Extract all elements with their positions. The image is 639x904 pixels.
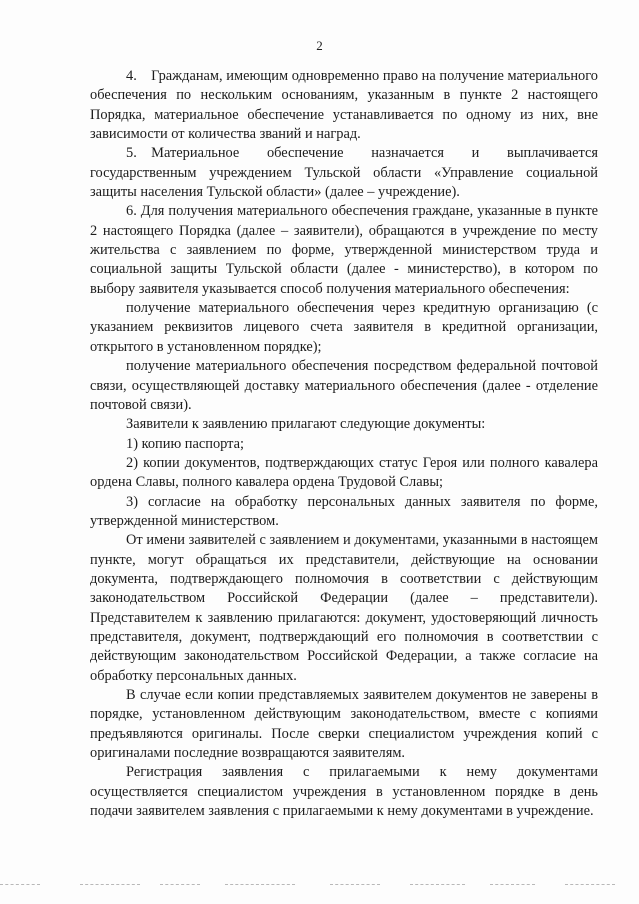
representatives-paragraph: От имени заявителей с заявлением и документами, указанными в настоящем пункте, могут обращаться их представители, действующие на основании документа, подтверждающего полномочия в соответствии с действующим законодательством Российской Федерации (далее – представители). Представителем к заявлению прилагаются: документ, удостоверяющий личность представителя, документ, подтверждающий его полномочия в соответствии с действующим законодательством Российской Федерации, а также согласие на обработку персональных данных.	[90, 532, 598, 684]
paragraph-4: 4. Гражданам, имеющим одновременно право на получение материального обеспечения по нескольким основаниям, указанным в пункте 2 настоящего Порядка, материальное обеспечение устанавливается по одному из них, вне зависимости от количества званий и наград.	[90, 68, 598, 143]
option-postal-service: получение материального обеспечения посредством федеральной почтовой связи, осуществляющей доставку материального обеспечения (далее - отделение почтовой связи).	[90, 358, 598, 413]
registration-paragraph: Регистрация заявления с прилагаемыми к нему документами осуществляется специалистом учреждения в установленном порядке в день подачи заявителем заявления с прилагаемыми к нему документами в учреждение.	[90, 764, 598, 820]
page-number: 2	[316, 38, 323, 53]
document-body	[90, 67, 598, 821]
document-item-3: 3) согласие на обработку персональных данных заявителя по форме, утвержденной министерством.	[90, 493, 598, 529]
paragraph-6: 6. Для получения материального обеспечения граждане, указанные в пункте 2 настоящего Порядка (далее – заявители), обращаются в учреждение по месту жительства с заявлением по форме, утвержденной министерством труда и социальной защиты Тульской области (далее - министерство), в котором по выбору заявителя указывается способ получения материального обеспечения:	[90, 203, 598, 297]
paragraph-5: 5. Материальное обеспечение назначается и выплачивается государственным учреждением Тульской области «Управление социальной защиты населения Тульской области» (далее – учреждение).	[90, 145, 598, 201]
document-item-1: 1) копию паспорта;	[126, 435, 245, 452]
document-item-2: 2) копии документов, подтверждающих статус Героя или полного кавалера ордена Славы, полного кавалера ордена Трудовой Славы;	[90, 454, 598, 491]
scan-edge-line	[0, 884, 639, 890]
documents-intro: Заявители к заявлению прилагают следующие документы:	[126, 416, 486, 433]
option-credit-organization: получение материального обеспечения через кредитную организацию (с указанием реквизитов лицевого счета заявителя в кредитной организации, открытого в установленном порядке);	[90, 300, 598, 355]
copies-paragraph: В случае если копии представляемых заявителем документов не заверены в порядке, установленном действующим законодательством, вместе с копиями предъявляются оригиналы. После сверки специалистом учреждения копий с оригиналами последние возвращаются заявителям.	[90, 687, 598, 762]
